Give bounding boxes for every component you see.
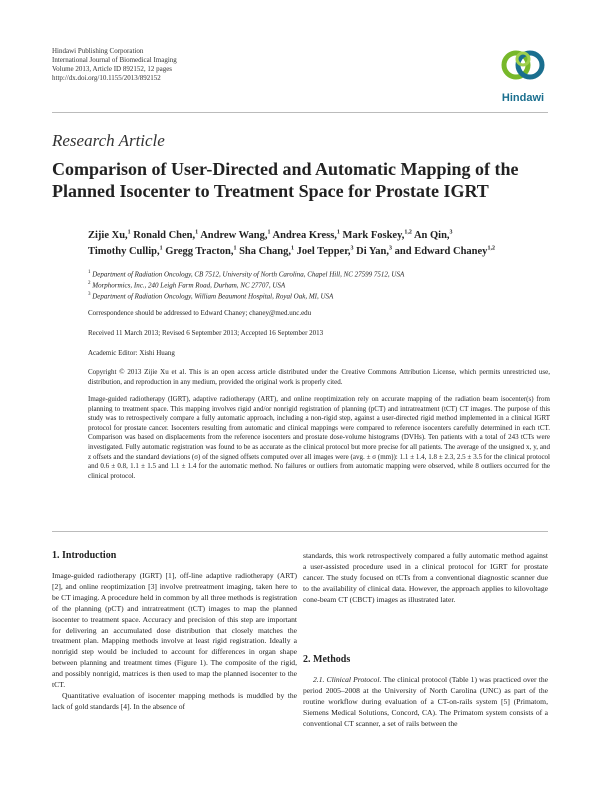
- correspondence-note: Correspondence should be addressed to Edward Chaney; chaney@med.unc.edu: [88, 309, 312, 317]
- article-dates: Received 11 March 2013; Revised 6 September 2013; Accepted 16 September 2013: [88, 329, 324, 337]
- academic-editor: Academic Editor: Xishi Huang: [88, 349, 175, 357]
- author-affil-sup: 1: [336, 229, 340, 236]
- right-paragraph: standards, this work retrospectively compared a fully automatic method against a user-assisted procedure used in a clinical protocol for IGRT for prostate cancer. The study focused on tCTs from a conventional diagnostic scanner due to the availability of clinical data. However, the approach applies to kilovoltage cone-beam CT (CBCT) images as illustrated later.: [303, 551, 548, 604]
- methods-text: The clinical protocol (Table 1) was practiced over the period 2005–2008 at the University of North Carolina (UNC) as part of the routine workflow during evaluation of a CT-on-rails system [5] (Primatom, Siemens Medical Solutions, Concord, CA). The Primatom system consists of a conventional CT scanner, a set of rails between the: [303, 675, 548, 728]
- abstract-divider: [52, 531, 548, 532]
- author-affil-sup: 3: [449, 229, 453, 236]
- affiliation: [88, 268, 404, 279]
- section-heading-methods: 2. Methods: [303, 654, 351, 665]
- section-heading-introduction: 1. Introduction: [52, 550, 117, 561]
- methods-subheading: 2.1. Clinical Protocol.: [313, 675, 382, 684]
- author-name: Timothy Cullip,: [88, 246, 160, 257]
- left-column: [52, 571, 297, 713]
- author-name: Zijie Xu,: [88, 230, 128, 241]
- right-column-top: [303, 551, 548, 606]
- author-affil-sup: 1: [233, 245, 237, 252]
- author-name: Ronald Chen,: [133, 230, 196, 241]
- copyright-notice: Copyright © 2013 Zijie Xu et al. This is an open access article distributed under the Creative Commons Attribution License, which permits unrestricted use, distribution, and reproduction in any medium, provided the original work is properly cited.: [88, 368, 550, 386]
- author-name: and Edward Chaney: [394, 246, 488, 257]
- affiliation: [88, 279, 285, 290]
- author-affil-sup: 3: [350, 245, 354, 252]
- volume-info: Volume 2013, Article ID 892152, 12 pages: [52, 65, 173, 73]
- affiliation-text: Department of Radiation Oncology, CB 7512, University of North Carolina, Chapel Hill, NC 27599 7512, USA: [92, 270, 405, 279]
- affiliation-sup: 3: [88, 292, 91, 297]
- author-name: Mark Foskey,: [342, 230, 405, 241]
- publisher-name: Hindawi Publishing Corporation: [52, 47, 144, 55]
- author-name: Di Yan,: [356, 246, 390, 257]
- author-affil-sup: 1: [291, 245, 295, 252]
- affiliation-sup: 1: [88, 270, 91, 275]
- header-divider: [52, 112, 548, 113]
- logo-wordmark: Hindawi: [501, 92, 545, 104]
- right-column-methods: [303, 675, 548, 730]
- author-affil-sup: 1: [127, 229, 131, 236]
- author-affil-sup: 1,2: [487, 245, 495, 252]
- author-affil-sup: 1: [159, 245, 163, 252]
- author-name: Joel Tepper,: [296, 246, 351, 257]
- affiliation-text: Department of Radiation Oncology, William Beaumont Hospital, Royal Oak, MI, USA: [92, 292, 334, 301]
- affiliation-sup: 2: [88, 281, 91, 286]
- page-title: Comparison of User-Directed and Automatic Mapping of the Planned Isocenter to Treatment Space for Prostate IGRT: [52, 159, 519, 201]
- abstract-text: Image-guided radiotherapy (IGRT), adaptive radiotherapy (ART), and online reoptimization rely on accurate mapping of the radiation beam isocenter(s) from planning to treatment space. This mapping involves rigid and/or nonrigid registration of planning (pCT) and intratreatment (tCT) CT images. The purpose of this study was to retrospectively compare a fully automatic approach, including a non-rigid step, against a user-directed rigid method implemented in a clinical IGRT protocol for prostate cancer. Isocenters resulting from automatic and clinical mappings were compared to reference isocenters carefully determined in each tCT. Comparison was based on displacements from the reference isocenters and prostate dose-volume histograms (DVHs). Ten patients with a total of 243 tCTs were investigated. Fully automatic registration was found to be as accurate as the clinical protocol but more precise for all patients. The average of the unsigned x, y, and z offsets and the standard deviations (σ) of the signed offsets computed over all images were (avg. ± σ (mm)): 1.1 ± 1.4, 1.8 ± 2.3, 2.5 ± 3.5 for the clinical protocol and 0.6 ± 0.8, 1.1 ± 1.5 and 1.1 ± 1.4 for the automatic method. No failures or outliers from automatic mapping were observed, while 8 outliers occurred for the clinical protocol.: [88, 395, 550, 480]
- author-affil-sup: 1: [195, 229, 199, 236]
- author-name: Andrew Wang,: [200, 230, 268, 241]
- intro-paragraph: Image-guided radiotherapy (IGRT) [1], off-line adaptive radiotherapy (ART) [2], and online reoptimization [3] involve pretreatment imaging, taken here to be CT imaging. A procedure held in common by all three methods is registration of the planning (pCT) and intratreatment (tCT) images to map the planned isocenter to treatment space. Accuracy and precision of this step are important for delivering an accumulated dose distribution that closely matches the treatment plan. Mapping methods involve at least rigid registration. Ideally a nonrigid step would be included to account for differences in organ shape between planning and treatment times (Figure 1). The composite of the rigid, and possibly nonrigid, matrices is then used to map the planned isocenter to the tCT.: [52, 571, 297, 690]
- author-name: Andrea Kress,: [272, 230, 337, 241]
- author-affil-sup: 1,2: [404, 229, 412, 236]
- affiliation: [88, 290, 333, 301]
- affiliation-text: Morphormics, Inc., 240 Leigh Farm Road, Durham, NC 27707, USA: [92, 281, 286, 290]
- author-list: [88, 228, 558, 260]
- author-affil-sup: 1: [267, 229, 271, 236]
- author-affil-sup: 3: [389, 245, 393, 252]
- methods-paragraph: [303, 675, 548, 730]
- intro-paragraph: Quantitative evaluation of isocenter mapping methods is muddled by the lack of gold standards [4]. In the absence of: [52, 690, 297, 711]
- article-type: Research Article: [52, 131, 165, 150]
- author-name: An Qin,: [413, 230, 450, 241]
- author-name: Gregg Tracton,: [165, 246, 234, 257]
- doi-link[interactable]: http://dx.doi.org/10.1155/2013/892152: [52, 74, 161, 82]
- journal-name: International Journal of Biomedical Imaging: [52, 56, 177, 64]
- author-name: Sha Chang,: [239, 246, 292, 257]
